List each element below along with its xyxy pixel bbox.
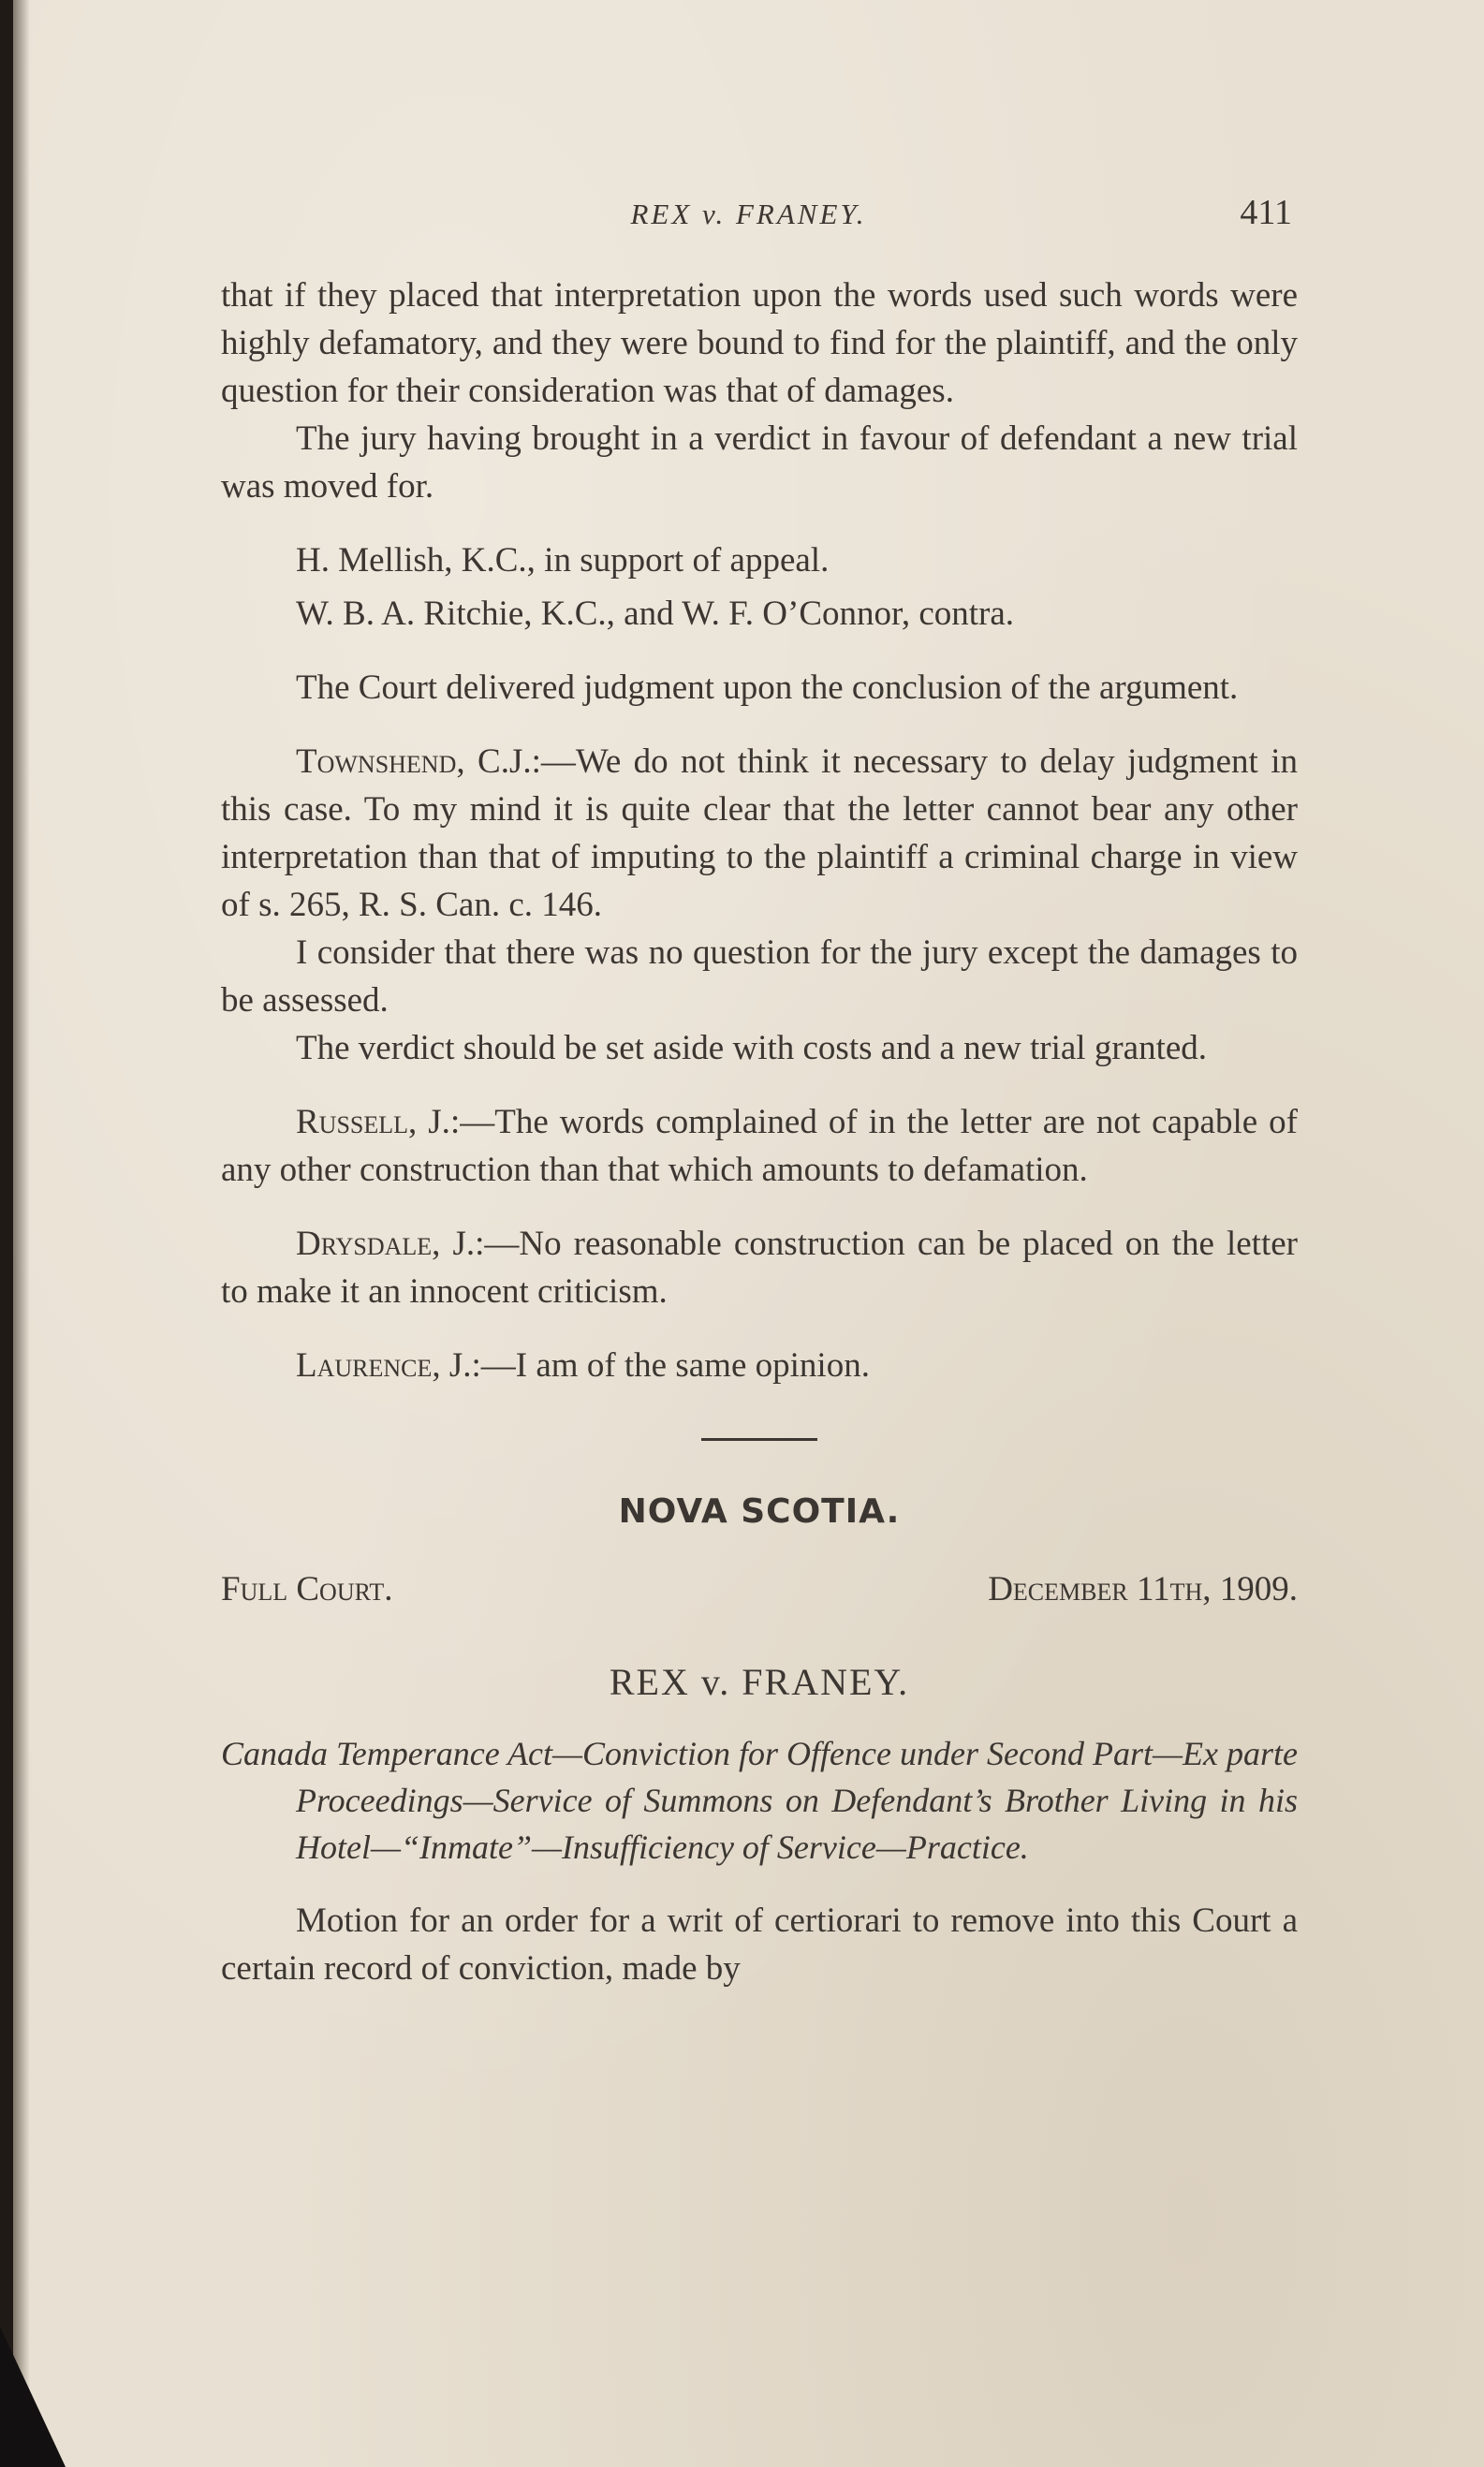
opinion-text: :—I am of the same opinion.: [471, 1346, 870, 1385]
book-spine-shadow: [13, 0, 30, 2467]
counsel-respondent: W. B. A. Ritchie, K.C., and W. F. O’Connor, contra.: [296, 595, 1015, 633]
opinion-townshend-continued: I consider that there was no question for the jury except the damages to be assessed.: [221, 933, 1298, 1020]
paragraph-motion: Motion for an order for a writ of certiorari to remove into this Court a certain record of conviction, made by: [221, 1902, 1298, 1988]
headnote: [221, 1730, 1298, 1871]
judge-name: Laurence, J.: [296, 1346, 472, 1385]
page-number: 411: [1240, 193, 1292, 232]
judge-name: Russell, J.: [296, 1103, 450, 1141]
running-head: REX v. FRANEY.: [630, 198, 867, 230]
opinion-townshend-conclusion: The verdict should be set aside with costs and a new trial granted.: [296, 1029, 1208, 1067]
opinion-drysdale: [221, 1220, 1298, 1315]
scan-corner: [0, 2327, 66, 2467]
opinion-townshend: [221, 738, 1298, 929]
opinion-russell: [221, 1098, 1298, 1194]
case-title: REX v. FRANEY.: [609, 1661, 910, 1703]
opinion-laurence: [221, 1342, 1298, 1389]
opinion-text: :—The words complained of in the letter are not capable of any other construction than that which amounts to defamation.: [221, 1103, 1298, 1189]
paragraph-continuation: that if they placed that interpretation upon the words used such words were highly defamatory, and they were bound to find for the plaintiff, and the only question for their consideration was that of damages.: [221, 276, 1298, 410]
paragraph-judgment: The Court delivered judgment upon the conclusion of the argument.: [296, 668, 1239, 707]
paragraph-verdict: The jury having brought in a verdict in favour of defendant a new trial was moved for.: [221, 419, 1298, 506]
section-divider: [701, 1438, 817, 1441]
opinion-text: :—We do not think it necessary to delay judgment in this case. To my mind it is quite clear that the letter cannot bear any other interpretation than that of imputing to the plaintiff a criminal charge in view of s. 265, R. S. Can. c. 146.: [221, 742, 1298, 924]
document-page: [13, 0, 1484, 2467]
judge-name: Townshend, C.J.: [296, 742, 532, 781]
opinion-text: :—No reasonable construction can be placed on the letter to make it an innocent criticism.: [221, 1225, 1298, 1311]
headnote-text: Canada Temperance Act—Conviction for Offence under Second Part—Ex parte Proceedings—Service of Summons on Defendant’s Brother Living in his Hotel—“Inmate”—Insufficiency of Service—Practice.: [221, 1735, 1298, 1866]
decision-date: December 11th, 1909.: [988, 1570, 1298, 1608]
page-header: [13, 192, 1484, 248]
province-heading: NOVA SCOTIA.: [618, 1492, 901, 1531]
court-name: Full Court.: [221, 1570, 393, 1608]
counsel-appellant: H. Mellish, K.C., in support of appeal.: [296, 541, 830, 580]
judge-name: Drysdale, J.: [296, 1225, 476, 1263]
court-date-line: [221, 1565, 1298, 1613]
page-body: [221, 272, 1298, 1992]
